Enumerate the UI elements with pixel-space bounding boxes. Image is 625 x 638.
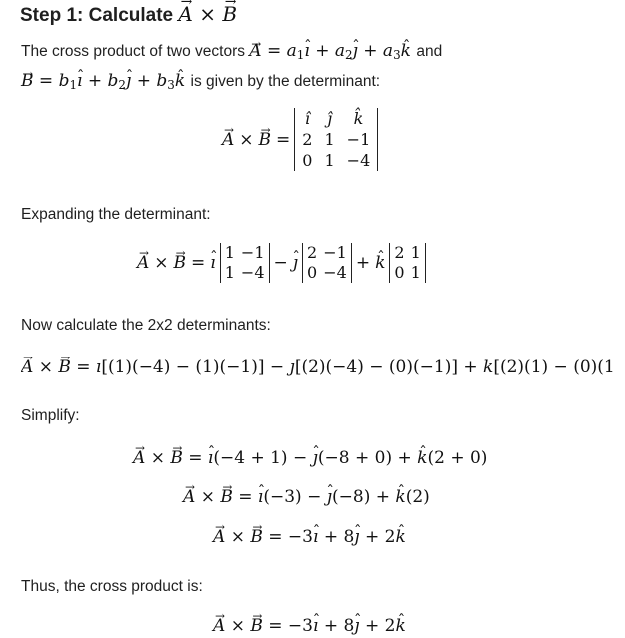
two-by-two-label: Now calculate the 2x2 determinants: [21,317,271,334]
minor-j: 2 −1 0 −4 [302,243,352,283]
simplify-step-1: → A × → B = ˆ ı(−4 + 1) − ˆ ȷ(−8 + 0) + ˆ k(2 + 0) [133,448,487,468]
simplify-step-2: → A × → B = ˆ ı(−3) − ˆ ȷ(−8) + ˆ k(2) [183,487,430,507]
heading-formula: → A × → B [178,2,237,26]
intro-paragraph: The cross product of two vectors → $A = a_1ˆ$ ı + $a_2ˆ$ ȷ + $a_3ˆ$ k and → $B = b_1ˆ$ ı + $b_2ˆ$ ȷ + $b_3ˆ$ k is given by the determinant: [21,38,611,98]
vector-a-definition: → $A = a_1ˆ$ ı + $a_2ˆ$ ȷ + $a_3ˆ$ k [249,41,416,61]
expansion-equation: → A × → B = ˆ ı 1 −1 1 −4 − ˆ ȷ 2 −1 0 −4 + ˆ k 2 1 0 1 [137,243,430,283]
minor-k: 2 1 0 1 [389,243,425,283]
step-heading-text: Step 1: Calculate [20,5,174,26]
vector-b-definition: → $B = b_1ˆ$ ı + $b_2ˆ$ ȷ + $b_3ˆ$ k [21,71,191,91]
simplify-label: Simplify: [21,407,80,424]
determinant-3x3-equation: → A × → B = î ĵ k̂ 2 1 −1 0 1 −4 [222,108,382,171]
determinant-3x3: î ĵ k̂ 2 1 −1 0 1 −4 [294,108,378,171]
two-by-two-equation: → A × → B = ˆ ı[(1)(−4) − (1)(−1)] − ˆ ȷ[(2)(−4) − (0)(−1)] + ˆ k[(2)(1) − (0)(1 [21,357,625,377]
thus-label: Thus, the cross product is: [21,578,203,595]
step-heading [20,2,237,27]
minor-i: 1 −1 1 −4 [220,243,270,283]
final-result: → A × → B = −3ˆ ı + 8ˆ ȷ + 2ˆ k [213,616,406,636]
simplify-step-3: → A × → B = −3ˆ ı + 8ˆ ȷ + 2ˆ k [213,527,406,547]
expanding-label: Expanding the determinant: [21,206,211,223]
